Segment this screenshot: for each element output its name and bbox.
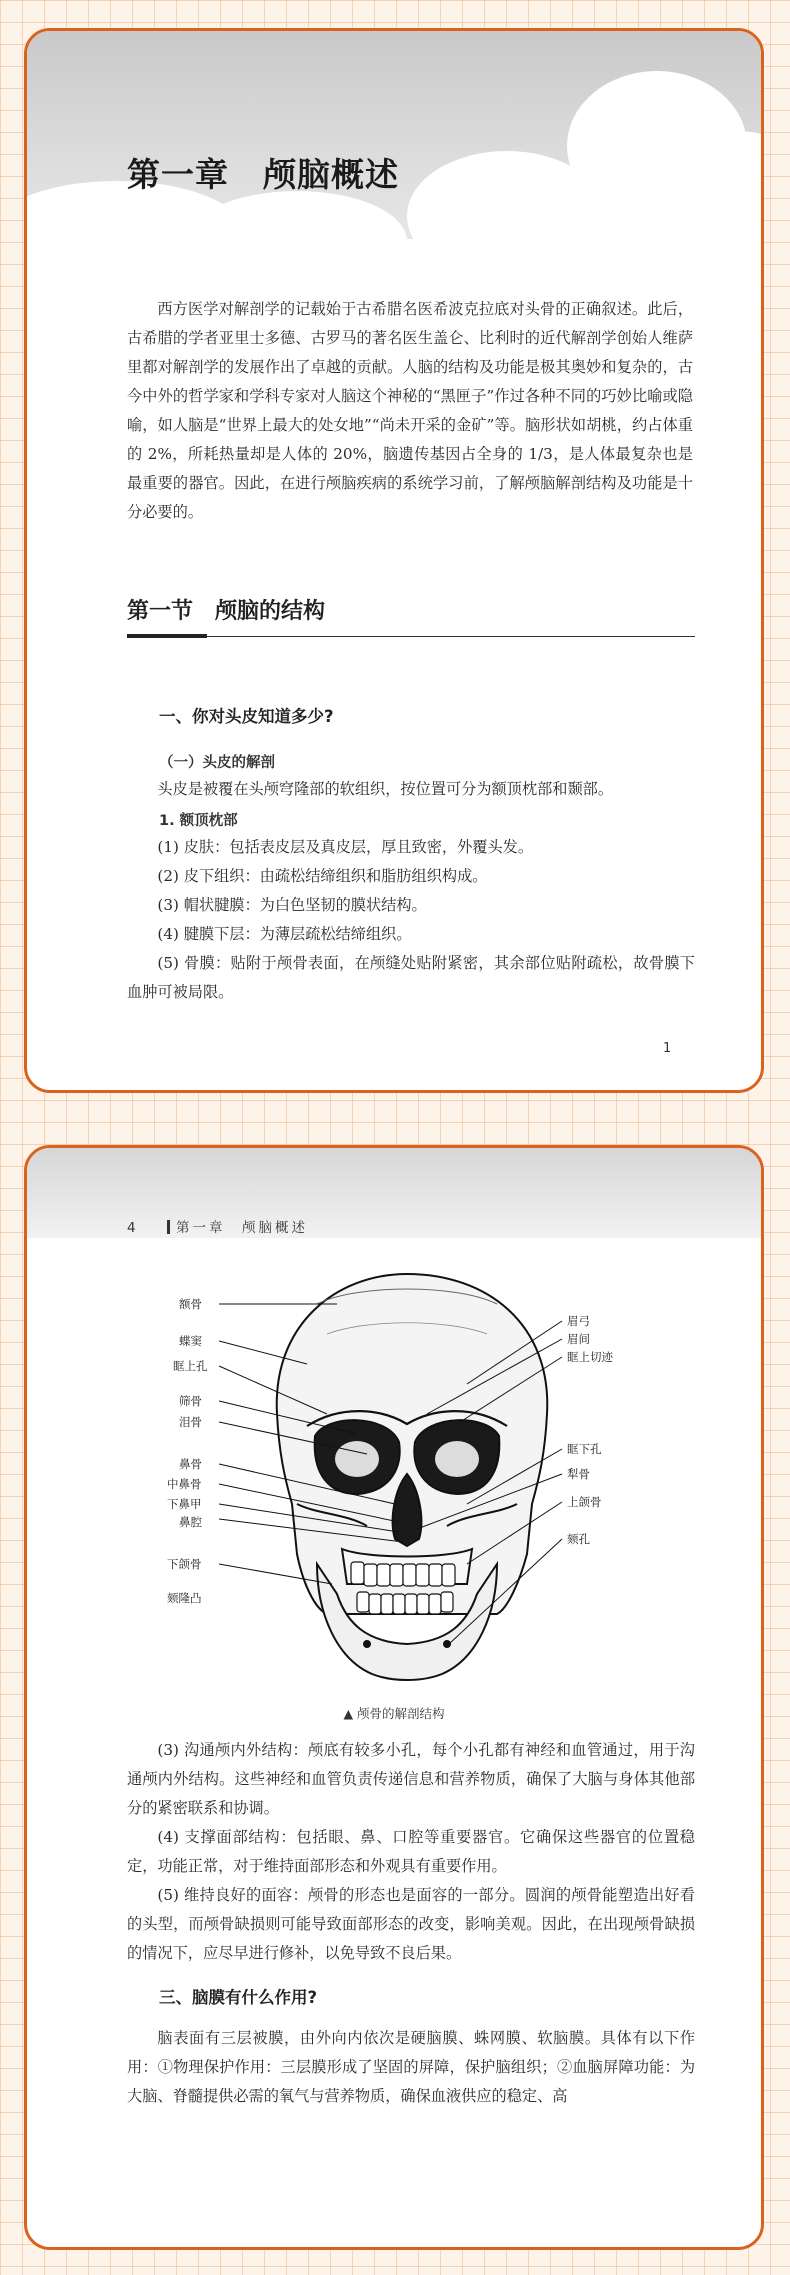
- cloud-decoration: [187, 191, 407, 291]
- page-number: 1: [663, 1041, 672, 1056]
- book-page-2: [24, 1145, 764, 2250]
- figure-label: 犁骨: [567, 1467, 590, 1481]
- figure-label: 眉弓: [567, 1314, 590, 1328]
- figure-caption: ▲ 颅骨的解剖结构: [343, 1706, 445, 1721]
- cloud-decoration: [497, 181, 697, 281]
- figure-label: 颏隆凸: [167, 1591, 202, 1605]
- figure-label: 筛骨: [179, 1394, 202, 1408]
- running-head-bar: [167, 1220, 170, 1234]
- section-divider-accent: [127, 634, 207, 638]
- figure-label: 额骨: [179, 1297, 202, 1311]
- section-title: 第一节 颅脑的结构: [127, 599, 326, 624]
- subsection-title: 1. 额顶枕部: [159, 813, 238, 829]
- figure-label: 中鼻骨: [167, 1477, 202, 1491]
- chapter-title: 第一章 颅脑概述: [127, 155, 399, 194]
- question-title: 三、脑膜有什么作用?: [159, 1988, 318, 2007]
- figure-label: 眉间: [567, 1332, 590, 1346]
- figure-label: 下鼻甲: [167, 1497, 202, 1511]
- book-page-1: [24, 28, 764, 1093]
- running-head: [127, 1216, 308, 1236]
- list-item: (1) 皮肤：包括表皮层及真皮层，厚且致密，外覆头发。: [157, 838, 534, 856]
- running-head-page-number: 4: [127, 1220, 136, 1236]
- figure-label: 鼻骨: [179, 1457, 202, 1471]
- figure-label: 蝶窦: [179, 1334, 202, 1348]
- section-divider: [127, 636, 695, 637]
- body-paragraph: 脑表面有三层被膜，由外向内依次是硬脑膜、蛛网膜、软脑膜。具体有以下作用：①物理保护作用：三层膜形成了坚固的屏障，保护脑组织；②血脑屏障功能：为大脑、脊髓提供必需的氧气与营养物质，确保血液供应的稳定、高: [127, 2029, 695, 2105]
- body-paragraph: (3) 沟通颅内外结构：颅底有较多小孔，每个小孔都有神经和血管通过，用于沟通颅内外结构。这些神经和血管负责传递信息和营养物质，确保了大脑与身体其他部分的紧密联系和协调。: [127, 1741, 695, 1817]
- skull-drawing: [277, 1274, 548, 1680]
- body-paragraph: (5) 维持良好的面容：颅骨的形态也是面容的一部分。圆润的颅骨能塑造出好看的头型，而颅骨缺损则可能导致面部形态的改变，影响美观。因此，在出现颅骨缺损的情况下，应尽早进行修补，以免导致不良后果。: [127, 1886, 695, 1962]
- figure-label: 泪骨: [179, 1415, 202, 1429]
- figure-label: 眶上切迹: [567, 1350, 613, 1364]
- question-title: 一、你对头皮知道多少?: [159, 707, 334, 726]
- figure-label: 颏孔: [567, 1532, 590, 1546]
- figure-label: 下颌骨: [167, 1557, 202, 1571]
- figure-label: 上颌骨: [567, 1495, 602, 1509]
- list-item: (4) 腱膜下层：为薄层疏松结缔组织。: [157, 925, 412, 943]
- running-head-chapter: 第一章 颅脑概述: [176, 1220, 308, 1236]
- intro-paragraph: 西方医学对解剖学的记载始于古希腊名医希波克拉底对头骨的正确叙述。此后，古希腊的学者亚里士多德、古罗马的著名医生盖仑、比利时的近代解剖学创始人维萨里都对解剖学的发展作出了卓越的贡献。人脑的结构及功能是极其奥妙和复杂的，古今中外的哲学家和学科专家对人脑这个神秘的“黑匣子”作过各种不同的巧妙比喻或隐喻，如人脑是“世界上最大的处女地”“尚未开采的金矿”等。脑形状如胡桃，约占体重的 2%，所耗热量却是人体的 20%，脑遗传基因占全身的 1/3，是人体最复杂也是最重要的器官。因此，在进行颅脑疾病的系统学习前，了解颅脑解剖结构及功能是十分必要的。: [127, 300, 693, 521]
- chapter-header-band: [27, 31, 761, 239]
- skull-illustration: [167, 1264, 627, 1694]
- figure-label: 眶上孔: [173, 1359, 208, 1373]
- scalp-paragraph: 头皮是被覆在头颅穹隆部的软组织，按位置可分为额顶枕部和颞部。: [157, 780, 614, 798]
- list-item: (5) 骨膜：贴附于颅骨表面，在颅缝处贴附紧密，其余部位贴附疏松，故骨膜下血肿可被局限。: [127, 954, 695, 1001]
- list-item: (3) 帽状腱膜：为白色坚韧的膜状结构。: [157, 896, 427, 914]
- subsection-title: （一）头皮的解剖: [159, 755, 275, 771]
- body-paragraph: (4) 支撑面部结构：包括眼、鼻、口腔等重要器官。它确保这些器官的位置稳定，功能正常，对于维持面部形态和外观具有重要作用。: [127, 1828, 695, 1875]
- list-item: (2) 皮下组织：由疏松结缔组织和脂肪组织构成。: [157, 867, 488, 885]
- figure-label: 鼻腔: [179, 1515, 202, 1529]
- figure-label: 眶下孔: [567, 1442, 602, 1456]
